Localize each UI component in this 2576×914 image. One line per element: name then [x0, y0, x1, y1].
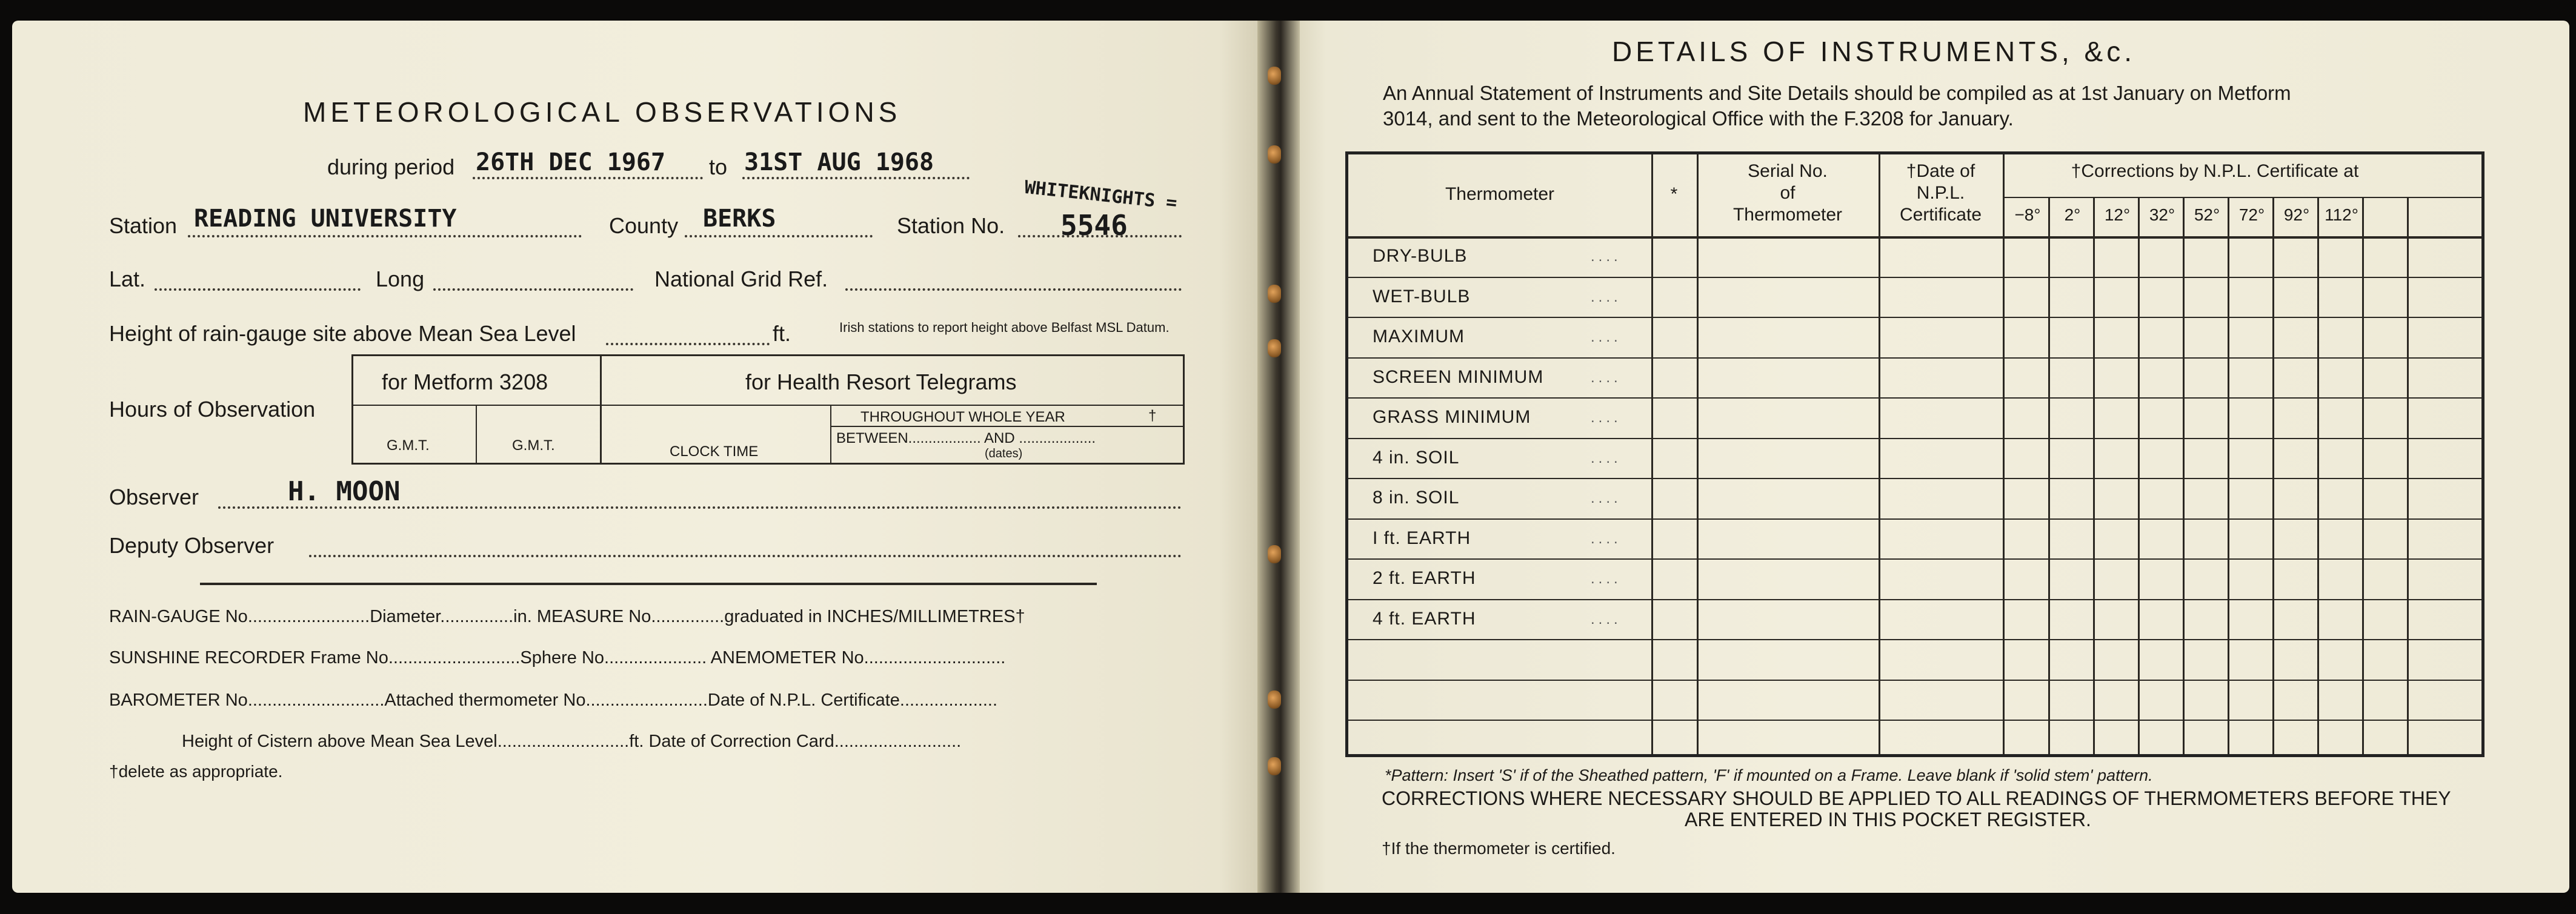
row-leader-dots: ....	[1591, 571, 1622, 587]
grid-label: National Grid Ref.	[654, 267, 828, 291]
intro-line-2: 3014, and sent to the Meteorological Office with the F.3208 for January.	[1383, 107, 2014, 130]
sunshine-line: SUNSHINE RECORDER Frame No...........................Sphere No..................... ANEMOMETER No.............................	[109, 648, 1006, 667]
instruments-title: DETAILS OF INSTRUMENTS, &c.	[1612, 36, 2135, 67]
rain-gauge-line: RAIN-GAUGE No.........................Diameter...............in. MEASURE No...............graduated in INCHES/MILLIMETRES†	[109, 607, 1025, 626]
table-row-line	[1348, 518, 2481, 520]
table-row-line	[1348, 639, 2481, 640]
table-column-line	[2228, 197, 2229, 754]
table-column-line	[2048, 197, 2050, 754]
dotted-line	[742, 177, 970, 179]
dotted-line	[433, 288, 633, 291]
period-to[interactable]: 31ST AUG 1968	[744, 148, 934, 176]
binding-staple	[1268, 285, 1281, 303]
table-row-line	[1348, 236, 2481, 239]
temp-header: 112°	[2325, 205, 2358, 224]
thermometer-row-label: DRY-BULB	[1373, 246, 1468, 266]
height-label: Height of rain-gauge site above Mean Sea Level	[109, 321, 576, 346]
table-column-line	[2272, 197, 2274, 754]
row-leader-dots: ....	[1591, 369, 1622, 386]
station-value[interactable]: READING UNIVERSITY	[194, 205, 457, 233]
during-label: during period	[327, 154, 455, 179]
row-leader-dots: ....	[1591, 409, 1622, 426]
table-row-line	[1348, 720, 2481, 721]
barometer-line: BAROMETER No............................Attached thermometer No.........................Date of N.P.L. Certificate....................	[109, 690, 998, 710]
temp-header: 12°	[2104, 205, 2131, 224]
section-rule	[200, 583, 1097, 585]
thermometer-row-label: 4 in. SOIL	[1373, 447, 1460, 468]
table-column-line	[2138, 197, 2140, 754]
temp-header: 32°	[2149, 205, 2175, 224]
table-row-line	[1348, 357, 2481, 359]
hours-label: Hours of Observation	[109, 397, 316, 422]
long-label: Long	[376, 267, 425, 291]
temp-header: 52°	[2194, 205, 2220, 224]
table-row-line	[1348, 317, 2481, 318]
table-column-line	[2003, 154, 2005, 754]
thermometer-row-label: MAXIMUM	[1373, 326, 1465, 346]
gmt-2: G.M.T.	[512, 437, 555, 454]
binding-staple	[1268, 545, 1281, 563]
page-title: METEOROLOGICAL OBSERVATIONS	[303, 96, 902, 128]
row-leader-dots: ....	[1591, 449, 1622, 466]
row-leader-dots: ....	[1591, 530, 1622, 547]
box-divider	[476, 406, 477, 465]
cistern-line: Height of Cistern above Mean Sea Level...........................ft. Date of Correction Card..........................	[182, 732, 962, 751]
col-pattern: *	[1670, 184, 1678, 204]
row-leader-dots: ....	[1591, 490, 1622, 506]
thermometer-row-label: 2 ft. EARTH	[1373, 568, 1476, 588]
col-date: †Date of N.P.L. Certificate	[1899, 161, 1982, 225]
gmt-1: G.M.T.	[387, 437, 430, 454]
binding-staple	[1268, 339, 1281, 357]
table-column-line	[2362, 197, 2364, 754]
dagger-mark: †	[1148, 408, 1157, 424]
ft-label: ft.	[773, 321, 791, 346]
table-column-line	[1879, 154, 1880, 754]
row-leader-dots: ....	[1591, 329, 1622, 345]
row-leader-dots: ....	[1591, 288, 1622, 305]
col-serial: Serial No. of Thermometer	[1732, 161, 1843, 225]
binding-staple	[1268, 67, 1281, 85]
county-value[interactable]: BERKS	[703, 205, 776, 233]
thermometer-row-label: SCREEN MINIMUM	[1373, 366, 1544, 387]
station-label: Station	[109, 213, 178, 238]
health-label: for Health Resort Telegrams	[745, 369, 1017, 394]
dotted-line	[188, 235, 582, 237]
metform-label: for Metform 3208	[382, 369, 548, 394]
table-subheader-line	[2003, 197, 2481, 198]
table-row-line	[1348, 558, 2481, 560]
delete-note: †delete as appropriate.	[109, 762, 283, 781]
period-from[interactable]: 26TH DEC 1967	[476, 148, 666, 176]
table-row-line	[1348, 680, 2481, 681]
dates-label: (dates)	[985, 447, 1023, 460]
lat-label: Lat.	[109, 267, 146, 291]
table-row-line	[1348, 438, 2481, 439]
table-row-line	[1348, 397, 2481, 399]
dotted-line	[309, 555, 1182, 557]
station-no-label: Station No.	[897, 213, 1005, 238]
to-label: to	[709, 154, 728, 179]
clock-time: CLOCK TIME	[670, 443, 759, 460]
box-divider	[600, 354, 602, 465]
thermometer-row-label: WET-BULB	[1373, 286, 1471, 306]
table-column-line	[2407, 197, 2409, 754]
station-note: WHITEKNIGHTS =	[1023, 176, 1179, 214]
row-leader-dots: ....	[1591, 611, 1622, 628]
dotted-line	[473, 177, 703, 179]
box-divider	[830, 406, 831, 465]
intro-line-1: An Annual Statement of Instruments and Site Details should be compiled as at 1st January on Metform	[1383, 82, 2291, 104]
throughout-label: THROUGHOUT WHOLE YEAR	[860, 409, 1065, 425]
county-label: County	[609, 213, 679, 238]
observer-label: Observer	[109, 485, 199, 509]
binding-staple	[1268, 145, 1281, 164]
col-thermometer: Thermometer	[1445, 184, 1555, 204]
thermometer-row-label: 8 in. SOIL	[1373, 488, 1460, 508]
row-leader-dots: ....	[1591, 248, 1622, 265]
dotted-line	[155, 288, 361, 291]
thermometer-row-label: GRASS MINIMUM	[1373, 407, 1531, 427]
col-corrections: †Corrections by N.P.L. Certificate at	[2071, 161, 2359, 181]
table-column-line	[2317, 197, 2319, 754]
corrections-line-2: ARE ENTERED IN THIS POCKET REGISTER.	[1685, 809, 2091, 830]
table-row-line	[1348, 478, 2481, 479]
table-column-line	[1651, 154, 1653, 754]
between-label: BETWEEN.................. AND ...................	[836, 430, 1096, 446]
table-column-line	[2183, 197, 2185, 754]
table-column-line	[1697, 154, 1699, 754]
table-column-line	[2093, 197, 2095, 754]
box-divider	[351, 405, 1185, 406]
thermometer-row-label: I ft. EARTH	[1373, 528, 1471, 548]
dotted-line	[845, 288, 1182, 291]
thermometer-row-label: 4 ft. EARTH	[1373, 608, 1476, 629]
certified-note: †If the thermometer is certified.	[1382, 839, 1616, 858]
dotted-line	[606, 343, 770, 345]
deputy-label: Deputy Observer	[109, 533, 275, 558]
temp-header: 72°	[2238, 205, 2265, 224]
temp-header: 92°	[2283, 205, 2310, 224]
temp-header: 2°	[2064, 205, 2081, 224]
irish-note: Irish stations to report height above Belfast MSL Datum.	[839, 320, 1170, 335]
observer-value[interactable]: H. MOON	[288, 476, 401, 507]
box-divider	[831, 426, 1185, 427]
temp-header: −8°	[2014, 205, 2041, 224]
instruments-table	[1345, 151, 2484, 757]
station-no-value[interactable]: 5546	[1060, 209, 1128, 242]
binding-staple	[1268, 690, 1281, 709]
corrections-line-1: CORRECTIONS WHERE NECESSARY SHOULD BE APPLIED TO ALL READINGS OF THERMOMETERS BEFORE THEY	[1382, 787, 2451, 809]
dotted-line	[685, 235, 873, 237]
table-row-line	[1348, 599, 2481, 600]
table-row-line	[1348, 277, 2481, 278]
pattern-note: *Pattern: Insert 'S' if of the Sheathed pattern, 'F' if mounted on a Frame. Leave blank if 'solid stem' pattern.	[1385, 766, 2153, 784]
binding-staple	[1268, 757, 1281, 775]
